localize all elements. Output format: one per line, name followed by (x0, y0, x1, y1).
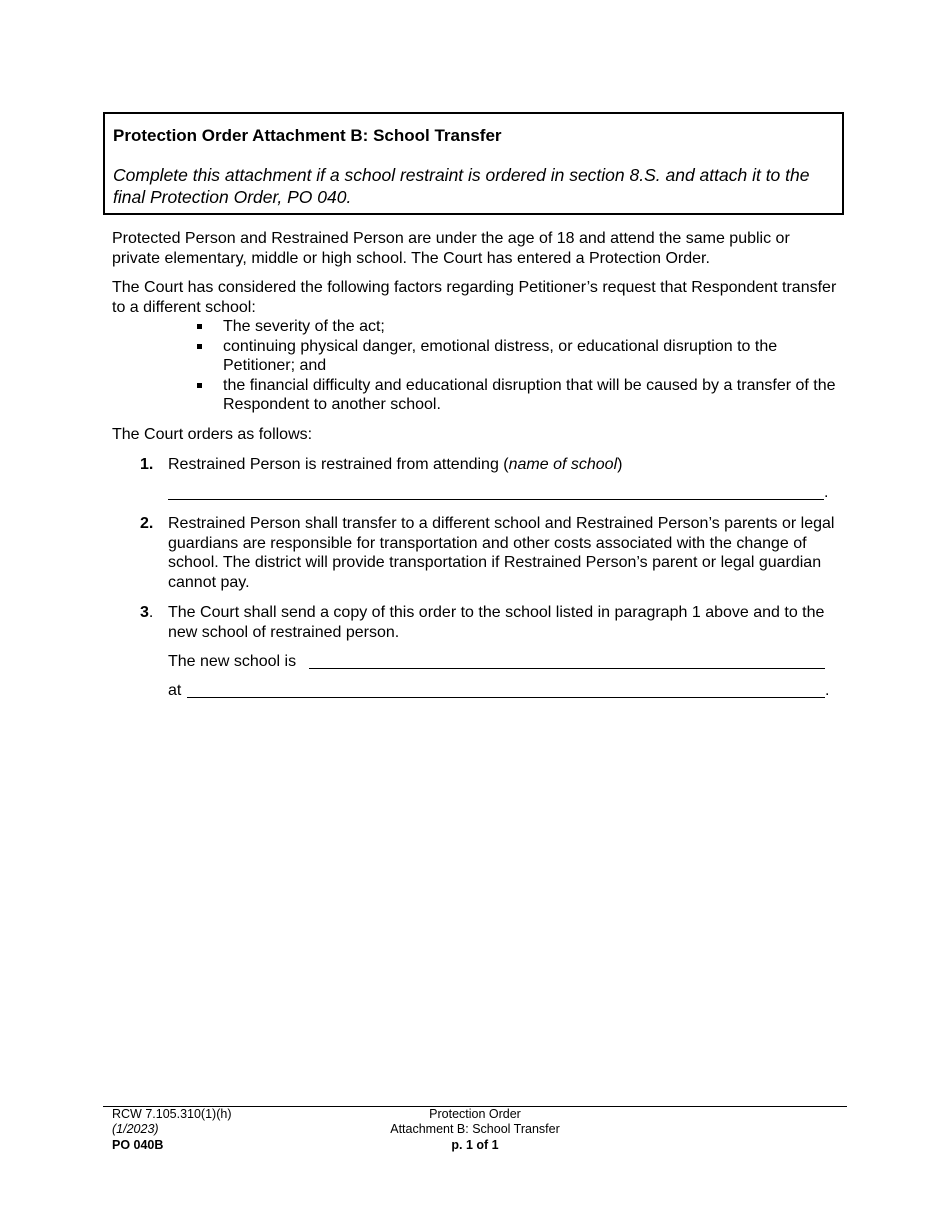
order-1-text: Restrained Person is restrained from attending (name of school) (168, 456, 623, 473)
factor-item: The severity of the act; (196, 317, 846, 337)
form-instructions: Complete this attachment if a school restraint is ordered in section 8.S. and attach it to the final Protection Order, PO 040. (113, 165, 810, 207)
order-2-number: 2. (140, 515, 154, 532)
orders-intro: The Court orders as follows: (112, 426, 313, 443)
footer-statute: RCW 7.105.310(1)(h) (112, 1107, 232, 1121)
line-end-period: . (824, 484, 829, 501)
intro-paragraph: Protected Person and Restrained Person are under the age of 18 and attend the same public or private elementary, middle or high school. The Court has entered a Protection Order. (112, 230, 790, 267)
factor-item: continuing physical danger, emotional distress, or educational disruption to the Petitioner; and (196, 337, 846, 376)
footer-title-line-2: Attachment B: School Transfer (390, 1122, 560, 1136)
order-1-number: 1. (140, 456, 154, 473)
bullet-icon (197, 383, 202, 388)
footer-form-number: PO 040B (112, 1138, 164, 1152)
footer-page-number: p. 1 of 1 (451, 1138, 499, 1152)
line-end-period: . (825, 682, 830, 699)
factors-paragraph: The Court has considered the following factors regarding Petitioner’s request that Respondent transfer to a different school: (112, 279, 837, 316)
at-label: at (168, 682, 182, 699)
order-2-text: Restrained Person shall transfer to a different school and Restrained Person’s parents or legal guardians are responsible for transportation and other costs associated with the change of school. The district will provide transportation if Restrained Person’s parent or legal guardian cannot pay. (168, 515, 835, 591)
school-name-field[interactable] (168, 480, 824, 500)
order-3-text: The Court shall send a copy of this order to the school listed in paragraph 1 above and to the new school of restrained person. (168, 604, 825, 641)
form-title: Protection Order Attachment B: School Transfer (113, 126, 502, 145)
factors-list (196, 317, 846, 415)
new-school-address-field[interactable] (187, 679, 825, 698)
new-school-field[interactable] (309, 650, 825, 669)
footer-title-line-1: Protection Order (429, 1107, 521, 1121)
bullet-icon (197, 324, 202, 329)
footer-revision: (1/2023) (112, 1122, 159, 1136)
form-title-box (103, 112, 844, 215)
order-3-number: 3. (140, 604, 154, 621)
bullet-icon (197, 344, 202, 349)
factor-item: the financial difficulty and educational disruption that will be caused by a transfer of the Respondent to another school. (196, 376, 846, 415)
new-school-label: The new school is (168, 653, 297, 670)
